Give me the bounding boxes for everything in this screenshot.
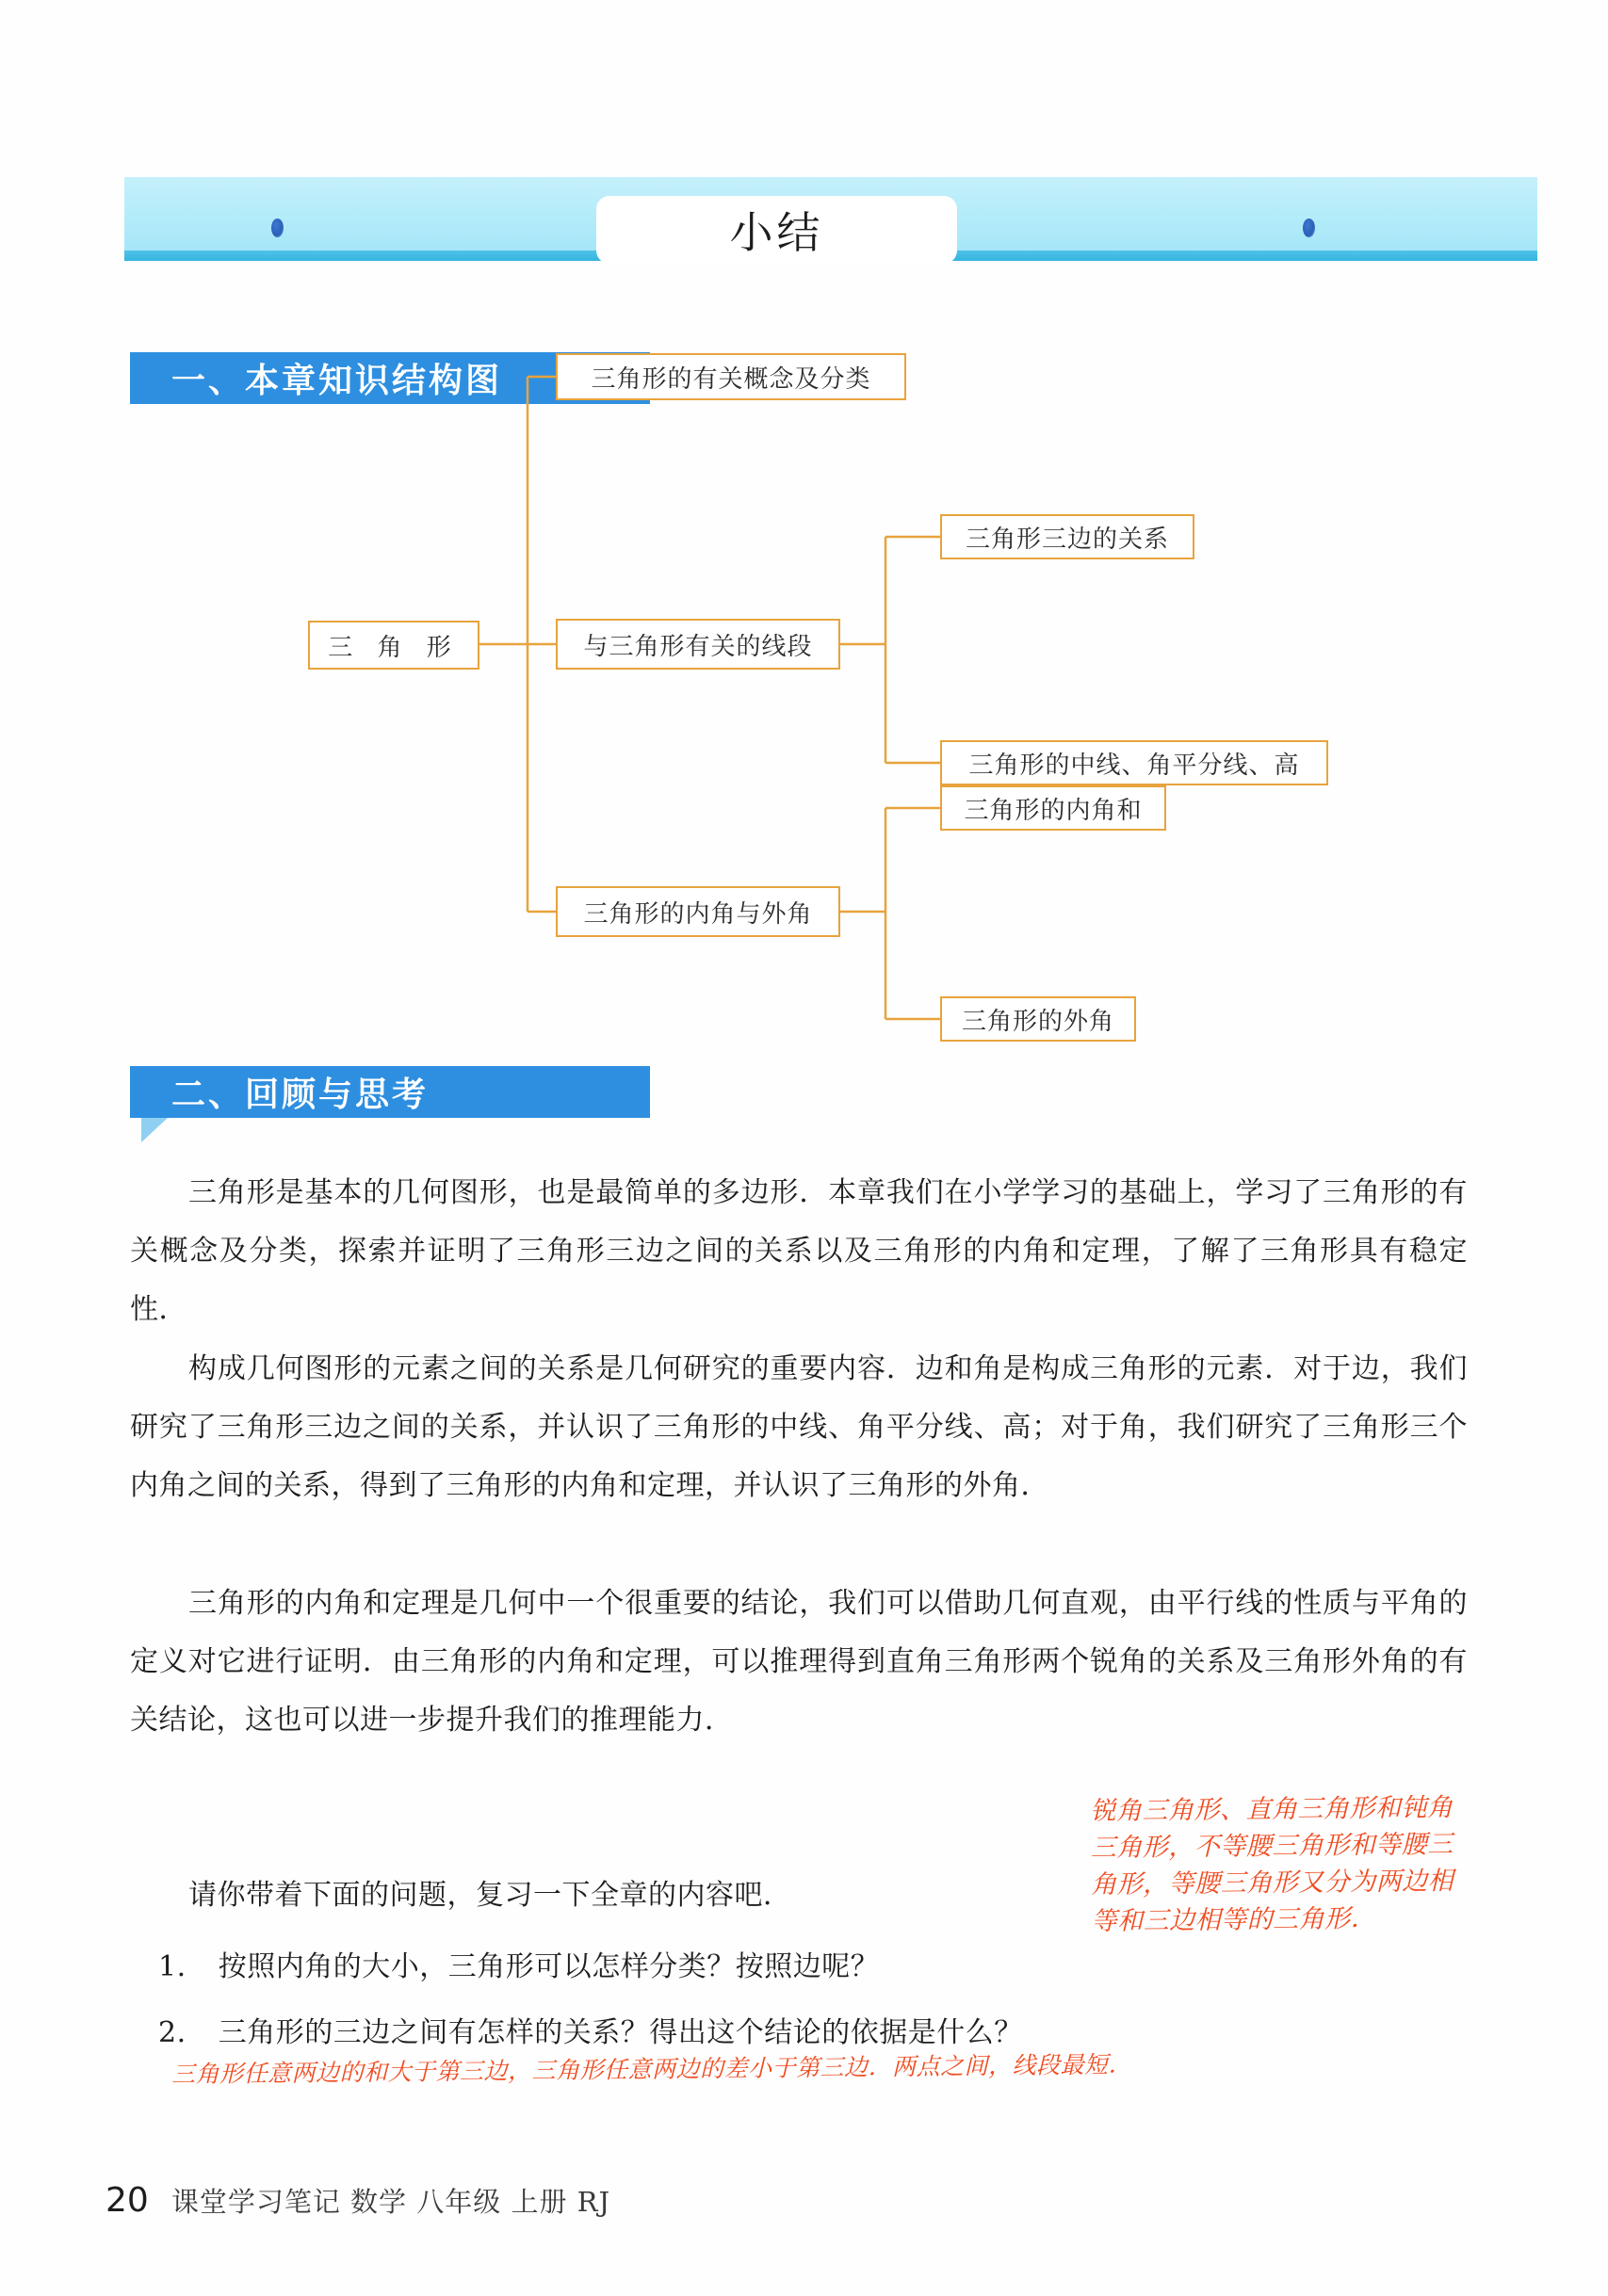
diagram-node-root (308, 621, 479, 670)
handwritten-answer-q1: 锐角三角形、直角三角形和钝角三角形，不等腰三角形和等腰三角形，等腰三角形又分为两边相等和三边相等的三角形． (1090, 1793, 1454, 1937)
review-paragraph-3: 三角形的内角和定理是几何中一个很重要的结论，我们可以借助几何直观，由平行线的性质与平角的定义对它进行证明．由三角形的内角和定理，可以推理得到直角三角形两个锐角的关系及三角形外角的有关结论，这也可以进一步提升我们的推理能力． (130, 1587, 1468, 1737)
review-question-1-number: 1. (158, 1950, 187, 1983)
diagram-node-interior-angle-sum-label: 三角形的内角和 (964, 796, 1143, 825)
review-question-2-text: 三角形的三边之间有怎样的关系？得出这个结论的依据是什么？ (218, 2016, 1023, 2049)
section-heading-review-label: 二、回顾与思考 (171, 1075, 430, 1114)
diagram-node-three-sides-label: 三角形三边的关系 (965, 525, 1169, 554)
diagram-node-angles-label: 三角形的内角与外角 (583, 899, 813, 929)
banner-dot-right-icon (1303, 218, 1315, 237)
page-number: 20 (106, 2181, 149, 2220)
page-footer (106, 2181, 610, 2220)
diagram-node-exterior-angle (940, 996, 1136, 1042)
banner-dot-left-icon (271, 218, 284, 237)
review-paragraph-1: 三角形是基本的几何图形，也是最简单的多边形．本章我们在小学学习的基础上，学习了三角形的有关概念及分类，探索并证明了三角形三边之间的关系以及三角形的内角和定理，了解了三角形具有稳定性． (130, 1176, 1468, 1326)
review-question-1 (158, 1942, 1477, 1993)
diagram-node-concepts (556, 353, 906, 400)
page-title: 小结 (729, 207, 824, 258)
diagram-node-segments (556, 619, 840, 670)
review-question-1-text: 按照内角的大小，三角形可以怎样分类？按照边呢？ (218, 1950, 880, 1983)
diagram-node-interior-angle-sum (940, 785, 1166, 831)
section-heading-structure-label: 一、本章知识结构图 (171, 362, 503, 400)
banner-title-box (596, 196, 957, 264)
diagram-node-median-bisector-height (940, 740, 1328, 785)
section-heading-tail (141, 1118, 168, 1142)
review-paragraph-2: 构成几何图形的元素之间的关系是几何研究的重要内容．边和角是构成三角形的元素．对于边，我们研究了三角形三边之间的关系，并认识了三角形的中线、角平分线、高；对于角，我们研究了三角形三个内角之间的关系，得到了三角形的内角和定理，并认识了三角形的外角． (130, 1352, 1468, 1502)
diagram-node-three-sides (940, 514, 1194, 559)
diagram-node-median-bisector-height-label: 三角形的中线、角平分线、高 (968, 751, 1300, 780)
footer-book-info: 课堂学习笔记 数学 八年级 上册 RJ (171, 2186, 611, 2218)
review-question-2-number: 2. (158, 2016, 187, 2049)
handwritten-answer-q2: 三角形任意两边的和大于第三边，三角形任意两边的差小于第三边．两点之间，线段最短． (171, 2050, 1133, 2089)
diagram-node-concepts-label: 三角形的有关概念及分类 (591, 364, 871, 394)
section-heading-review (130, 1066, 650, 1118)
review-paragraph-4: 请你带着下面的问题，复习一下全章的内容吧． (188, 1879, 792, 1912)
diagram-node-root-label: 三 角 形 (328, 633, 460, 662)
diagram-node-exterior-angle-label: 三角形的外角 (961, 1007, 1114, 1036)
diagram-node-segments-label: 与三角形有关的线段 (583, 632, 813, 661)
diagram-node-angles (556, 886, 840, 937)
